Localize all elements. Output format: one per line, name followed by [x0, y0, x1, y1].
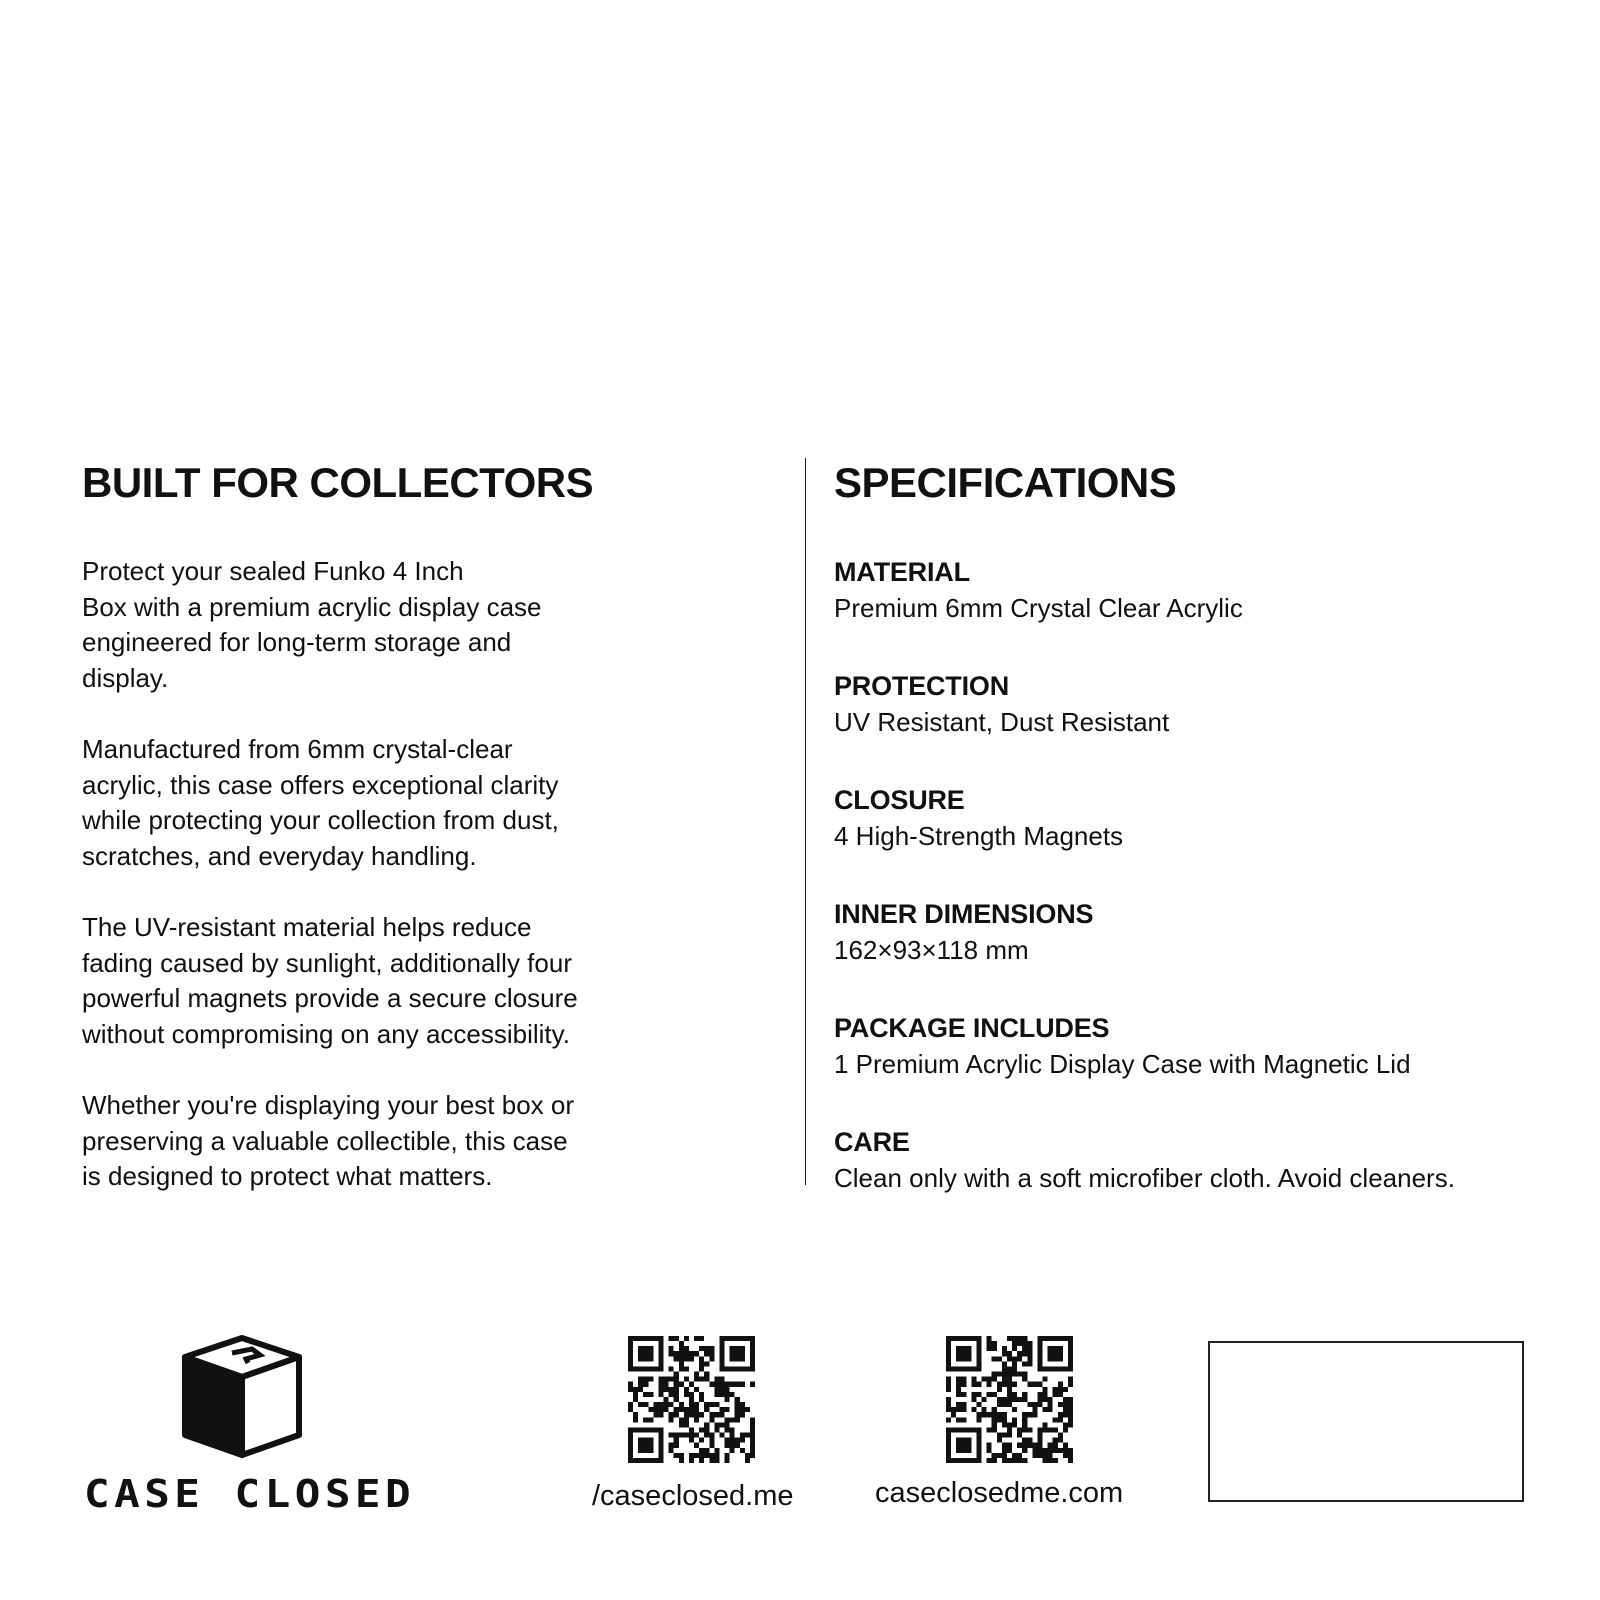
- spec-label: CLOSURE: [834, 785, 965, 815]
- collectors-heading: BUILT FOR COLLECTORS: [82, 459, 594, 506]
- qr-code-icon[interactable]: [628, 1336, 755, 1463]
- label-placeholder-box: [1208, 1341, 1524, 1502]
- description-paragraph: Manufactured from 6mm crystal-clear acrylic, this case offers exceptional clarity while protecting your collection from dust, scratches, and everyday handling.: [82, 734, 559, 871]
- brand-name: CASE CLOSED: [84, 1472, 416, 1516]
- description-paragraph: Whether you're displaying your best box or preserving a valuable collectible, this case is designed to protect what matters.: [82, 1090, 574, 1191]
- qr-code-icon[interactable]: [946, 1336, 1073, 1463]
- spec-value: Clean only with a soft microfiber cloth. Avoid cleaners.: [834, 1163, 1455, 1193]
- qr-caption-social: /caseclosed.me: [592, 1480, 794, 1512]
- spec-label: CARE: [834, 1127, 910, 1157]
- collectors-section: [82, 458, 642, 1231]
- spec-item-inner-dimensions: [834, 896, 1574, 1010]
- column-divider: [805, 458, 806, 1185]
- spec-label: INNER DIMENSIONS: [834, 899, 1094, 929]
- spec-label: MATERIAL: [834, 557, 970, 587]
- spec-item-package-includes: [834, 1010, 1574, 1124]
- spec-value: Premium 6mm Crystal Clear Acrylic: [834, 593, 1243, 623]
- brand-logo: [84, 1335, 416, 1516]
- description-paragraph: The UV-resistant material helps reduce fading caused by sunlight, additionally four powerful magnets provide a secure closure without compromising on any accessibility.: [82, 912, 578, 1049]
- cube-logo-icon: [182, 1335, 302, 1459]
- spec-item-care: [834, 1124, 1574, 1238]
- specifications-section: [834, 458, 1574, 1238]
- spec-value: 162×93×118 mm: [834, 935, 1029, 965]
- spec-label: PROTECTION: [834, 671, 1010, 701]
- spec-label: PACKAGE INCLUDES: [834, 1013, 1110, 1043]
- spec-item-protection: [834, 668, 1574, 782]
- spec-item-material: [834, 554, 1574, 668]
- qr-caption-website: caseclosedme.com: [875, 1477, 1124, 1509]
- spec-value: UV Resistant, Dust Resistant: [834, 707, 1170, 737]
- spec-list: [834, 554, 1574, 1238]
- spec-item-closure: [834, 782, 1574, 896]
- collectors-description: [82, 554, 642, 1195]
- spec-value: 1 Premium Acrylic Display Case with Magnetic Lid: [834, 1049, 1411, 1079]
- specifications-heading: SPECIFICATIONS: [834, 459, 1177, 506]
- spec-value: 4 High-Strength Magnets: [834, 821, 1124, 851]
- description-paragraph: Protect your sealed Funko 4 Inch Box with a premium acrylic display case engineered for long-term storage and display.: [82, 556, 542, 693]
